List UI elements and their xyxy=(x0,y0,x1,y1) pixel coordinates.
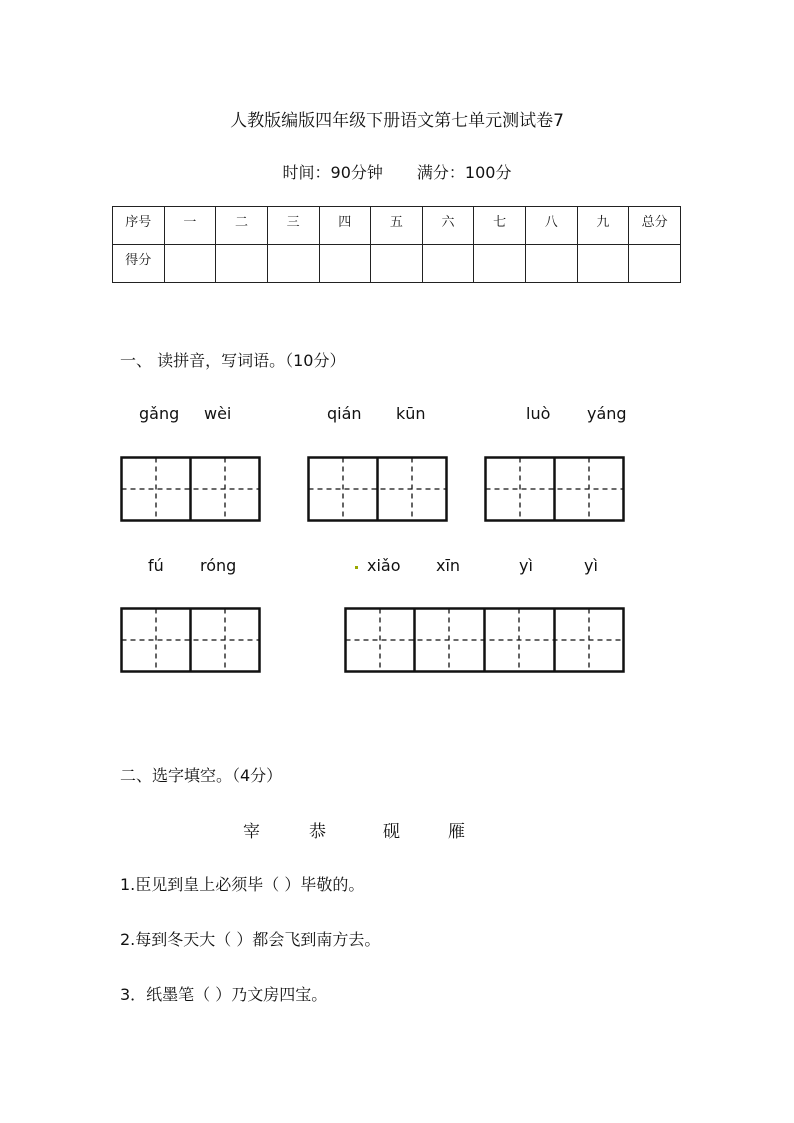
pinyin-label: qián xyxy=(327,404,362,423)
pinyin-label: xīn xyxy=(436,556,461,575)
row-label-cell: 得分 xyxy=(113,245,165,283)
header-cell: 总分 xyxy=(629,207,681,245)
pinyin-label: fú xyxy=(148,556,164,575)
score-table-header-row xyxy=(113,207,681,245)
writing-grid-4[interactable] xyxy=(344,607,625,671)
exam-meta xyxy=(0,160,794,183)
score-cell[interactable] xyxy=(319,245,371,283)
section2-heading: 二、选字填空。（4分） xyxy=(120,766,283,785)
header-cell: 序号 xyxy=(113,207,165,245)
score-cell[interactable] xyxy=(474,245,526,283)
header-cell: 三 xyxy=(267,207,319,245)
score-cell[interactable] xyxy=(577,245,629,283)
writing-grid-2[interactable] xyxy=(484,456,625,520)
header-cell: 一 xyxy=(164,207,216,245)
pinyin-label: xiǎo xyxy=(367,556,401,575)
score-table-score-row xyxy=(113,245,681,283)
choice-char: 恭 xyxy=(309,822,326,842)
pinyin-label: gǎng xyxy=(139,404,180,423)
score-cell[interactable] xyxy=(422,245,474,283)
writing-grid-2[interactable] xyxy=(307,456,448,520)
choice-char: 雁 xyxy=(448,822,465,842)
header-cell: 五 xyxy=(371,207,423,245)
time-label: 时间：90分钟 xyxy=(282,163,383,182)
score-cell[interactable] xyxy=(371,245,423,283)
score-table xyxy=(112,206,681,283)
score-cell[interactable] xyxy=(629,245,681,283)
header-cell: 七 xyxy=(474,207,526,245)
pinyin-label: yì xyxy=(519,556,533,575)
score-cell[interactable] xyxy=(267,245,319,283)
score-cell[interactable] xyxy=(216,245,268,283)
header-cell: 六 xyxy=(422,207,474,245)
question-1: 1.臣见到皇上必须毕（ ）毕敬的。 xyxy=(120,875,365,894)
writing-grid-2[interactable] xyxy=(120,456,261,520)
page-title: 人教版编版四年级下册语文第七单元测试卷7 xyxy=(230,111,564,131)
writing-grid-2[interactable] xyxy=(120,607,261,671)
header-cell: 八 xyxy=(526,207,578,245)
pinyin-label: yáng xyxy=(587,404,627,423)
choice-char: 宰 xyxy=(243,822,260,842)
pinyin-label: kūn xyxy=(396,404,426,423)
stray-dot xyxy=(355,566,358,569)
pinyin-label: luò xyxy=(526,404,551,423)
question-3: 3．纸墨笔（ ）乃文房四宝。 xyxy=(120,985,328,1004)
header-cell: 九 xyxy=(577,207,629,245)
full-score-label: 满分：100分 xyxy=(416,163,512,182)
score-cell[interactable] xyxy=(526,245,578,283)
choice-char: 砚 xyxy=(383,822,400,842)
header-cell: 四 xyxy=(319,207,371,245)
score-cell[interactable] xyxy=(164,245,216,283)
header-cell: 二 xyxy=(216,207,268,245)
pinyin-label: róng xyxy=(200,556,237,575)
section1-heading: 一、 读拼音，写词语。（10分） xyxy=(120,351,346,370)
question-2: 2.每到冬天大（ ）都会飞到南方去。 xyxy=(120,930,381,949)
pinyin-label: yì xyxy=(584,556,598,575)
pinyin-label: wèi xyxy=(204,404,232,423)
